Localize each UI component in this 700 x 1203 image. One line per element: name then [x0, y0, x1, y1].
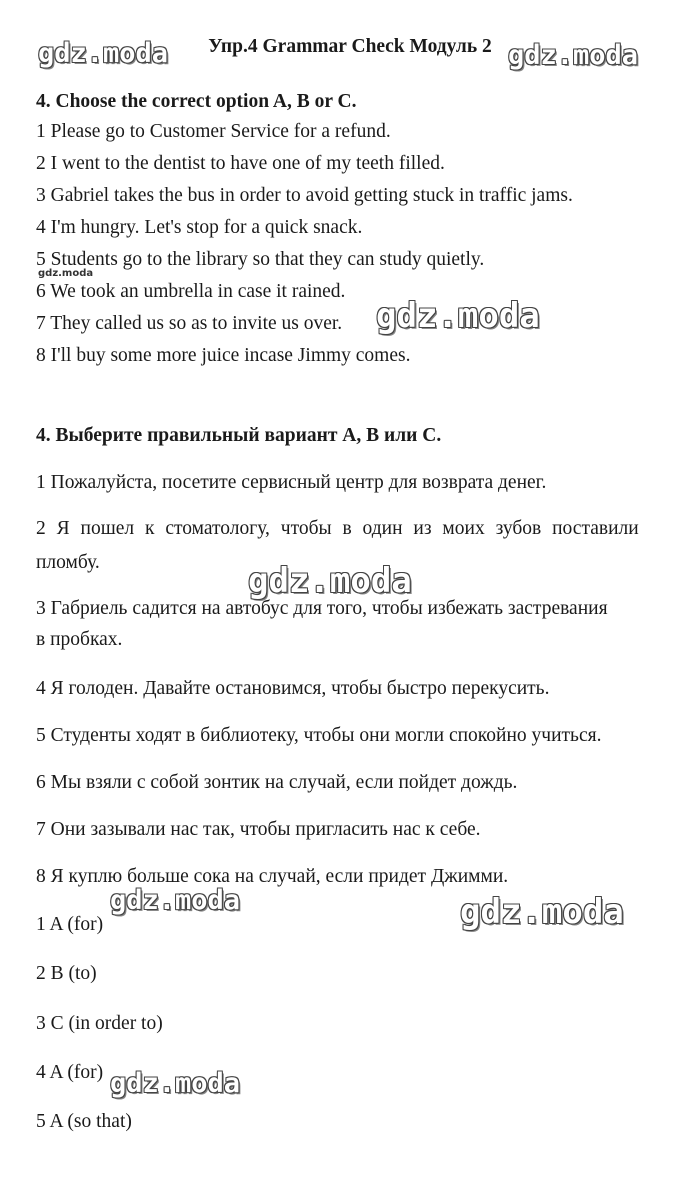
watermark-small: gdz.moda: [38, 268, 94, 279]
watermark: gdz.moda: [508, 40, 639, 71]
english-line: 1 Please go to Customer Service for a refund.: [36, 121, 391, 142]
russian-line: 1 Пожалуйста, посетите сервисный центр для возврата денег.: [36, 472, 547, 493]
english-heading: 4. Choose the correct option A, B or C.: [36, 91, 357, 112]
russian-heading: 4. Выберите правильный вариант A, B или C.: [36, 425, 442, 446]
watermark: gdz.moda: [38, 38, 169, 69]
russian-line: 6 Мы взяли с собой зонтик на случай, если пойдет дождь.: [36, 772, 518, 793]
answer-line: 2 B (to): [36, 963, 97, 984]
english-line: 5 Students go to the library so that they can study quietly.: [36, 249, 485, 270]
english-line: 8 I'll buy some more juice incase Jimmy comes.: [36, 345, 411, 366]
english-line: 7 They called us so as to invite us over.: [36, 313, 343, 334]
answer-line: 4 A (for): [36, 1062, 104, 1083]
answer-line: 1 A (for): [36, 914, 104, 935]
watermark: gdz.moda: [110, 885, 241, 916]
russian-line: 2 Я пошел к стоматологу, чтобы в один из моих зубов поставили: [36, 518, 639, 539]
watermark: gdz.moda: [376, 296, 540, 336]
watermark: gdz.moda: [110, 1068, 241, 1099]
english-line: 4 I'm hungry. Let's stop for a quick snack.: [36, 217, 363, 238]
answer-line: 3 C (in order to): [36, 1013, 163, 1034]
watermark: gdz.moda: [460, 892, 624, 932]
russian-line: 8 Я куплю больше сока на случай, если придет Джимми.: [36, 866, 509, 887]
english-line: 3 Gabriel takes the bus in order to avoid getting stuck in traffic jams.: [36, 185, 573, 206]
russian-line: в пробках.: [36, 629, 123, 650]
russian-line: 3 Габриель садится на автобус для того, чтобы избежать застревания: [36, 598, 608, 619]
watermark: gdz.moda: [248, 561, 412, 601]
page-title: Упр.4 Grammar Check Модуль 2: [208, 36, 492, 57]
russian-line: 5 Студенты ходят в библиотеку, чтобы они могли спокойно учиться.: [36, 725, 602, 746]
english-line: 2 I went to the dentist to have one of my teeth filled.: [36, 153, 445, 174]
russian-line: пломбу.: [36, 552, 100, 573]
english-line: 6 We took an umbrella in case it rained.: [36, 281, 346, 302]
russian-line: 7 Они зазывали нас так, чтобы пригласить нас к себе.: [36, 819, 481, 840]
russian-line: 4 Я голоден. Давайте остановимся, чтобы быстро перекусить.: [36, 678, 550, 699]
answer-line: 5 A (so that): [36, 1111, 132, 1132]
